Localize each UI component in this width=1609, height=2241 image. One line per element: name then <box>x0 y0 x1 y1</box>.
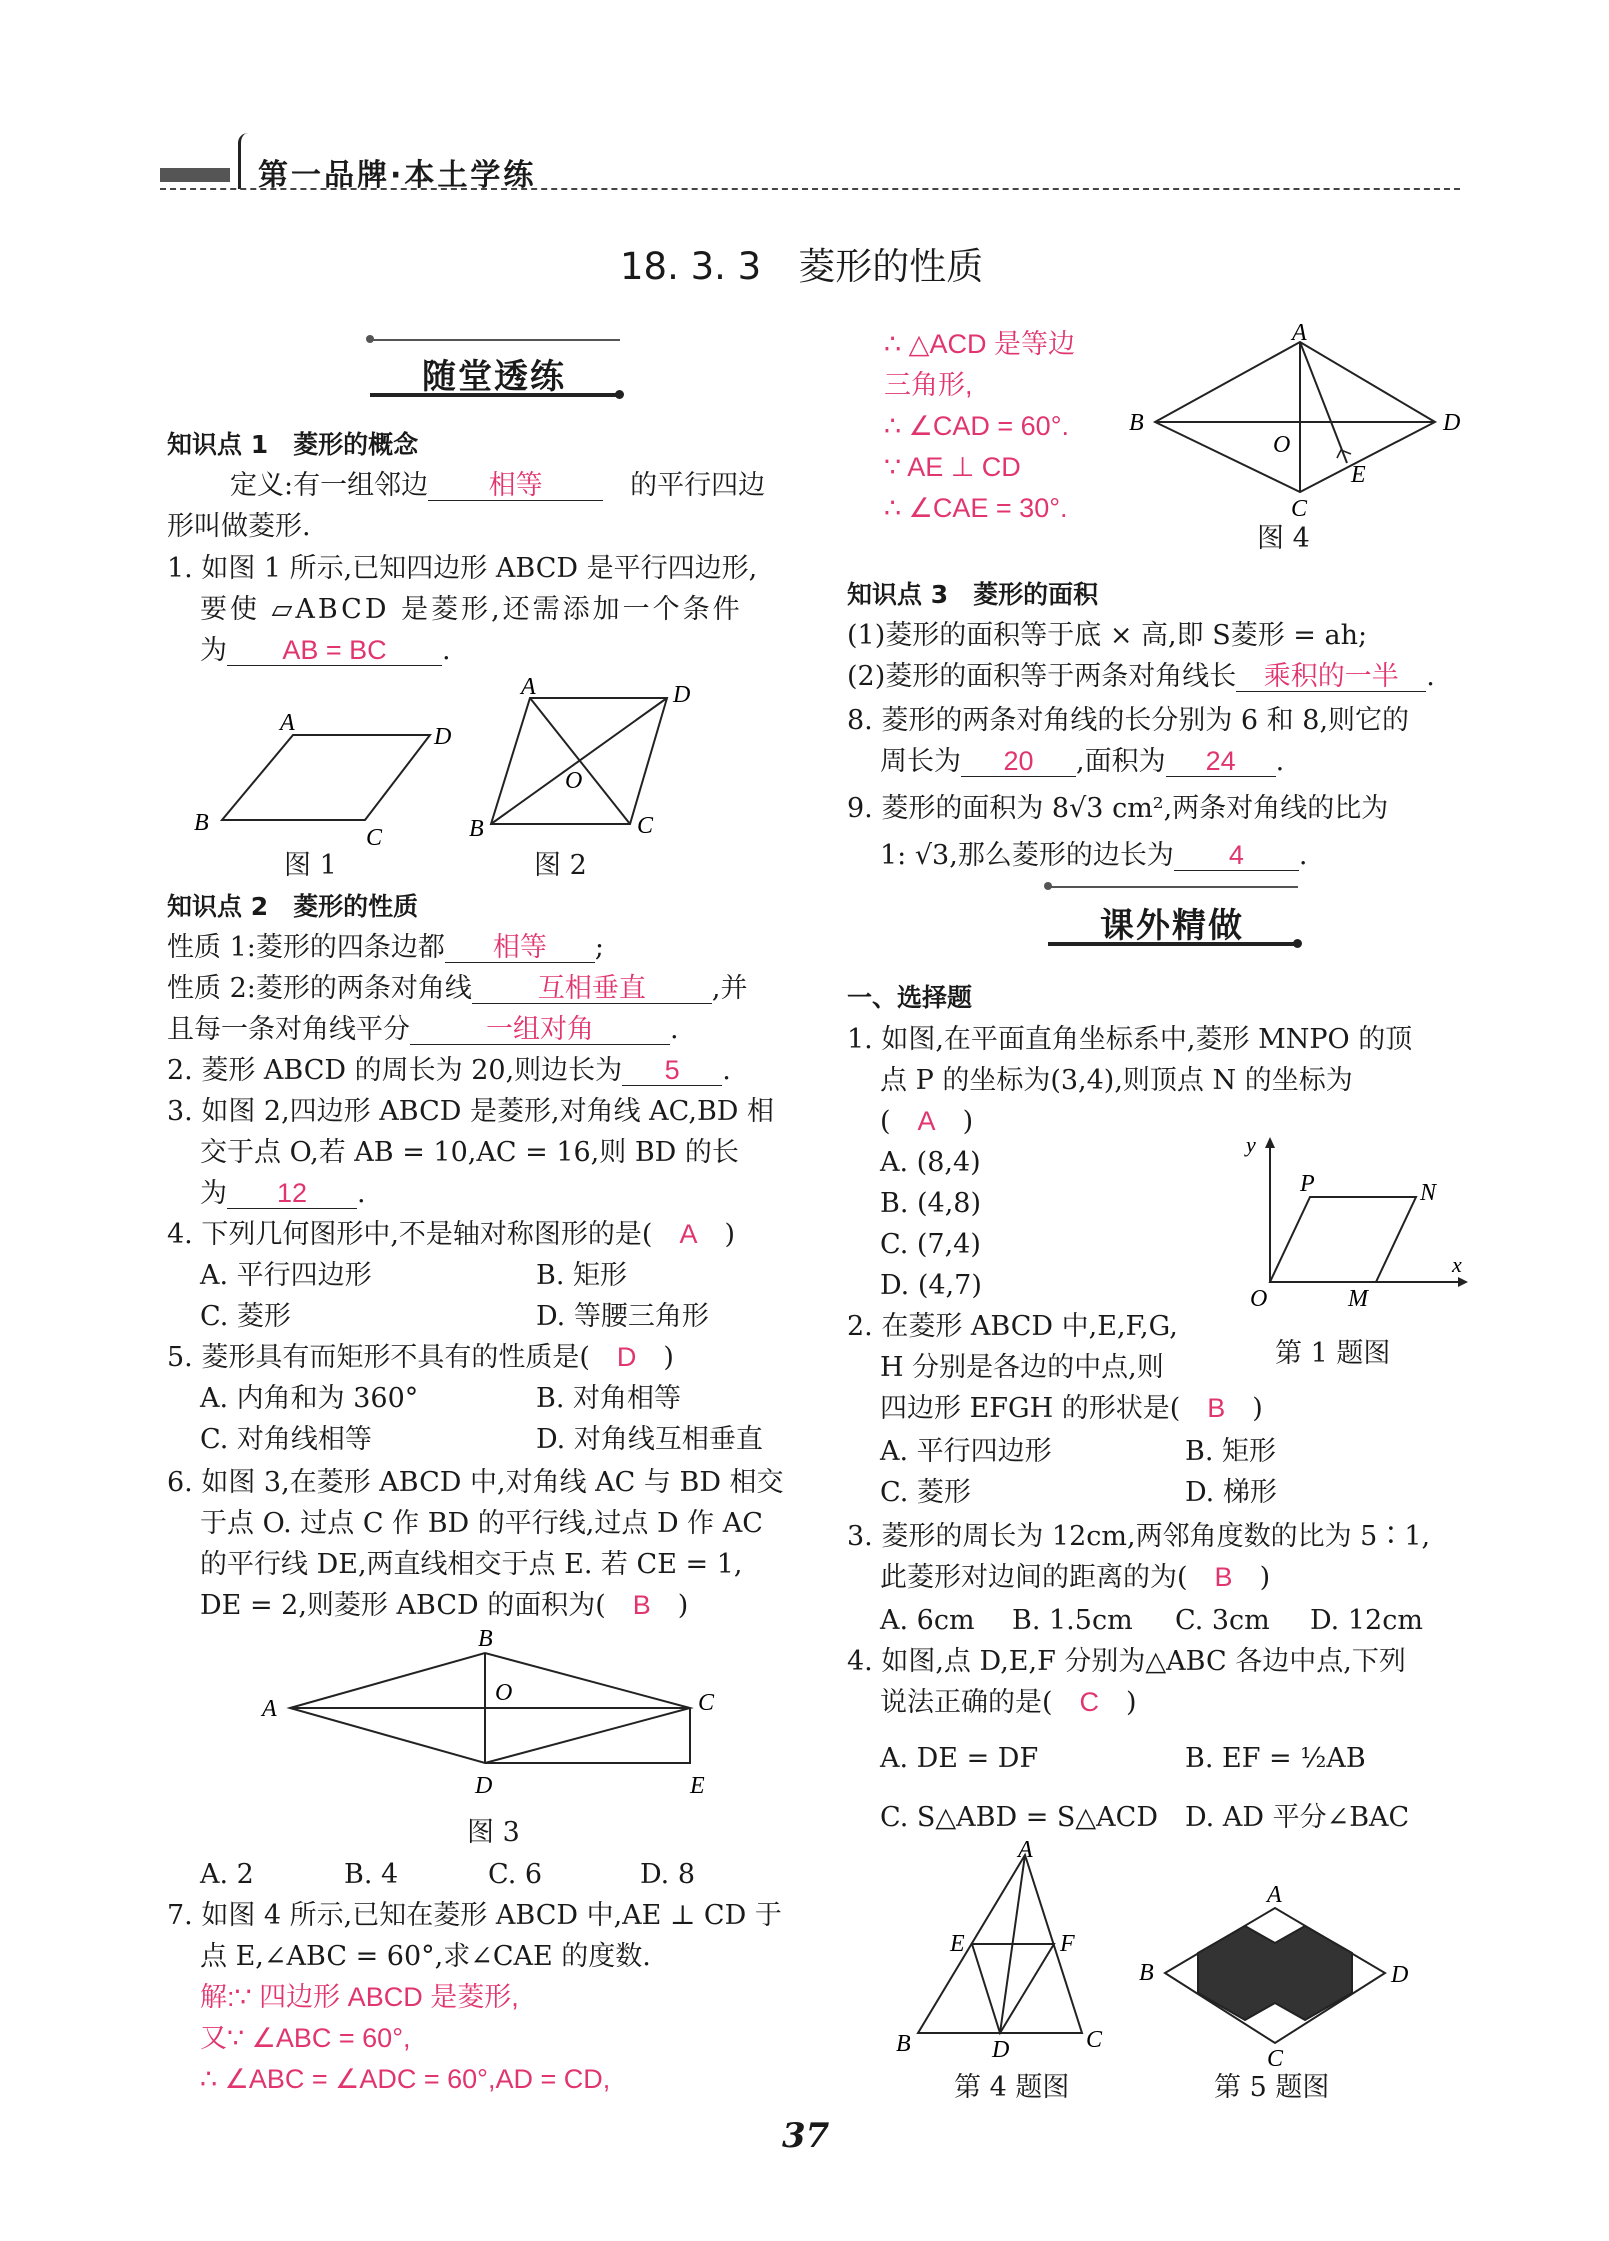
kp1-def-line2: 形叫做菱形. <box>167 511 311 542</box>
q6-option-d: D. 8 <box>640 1859 696 1890</box>
svg-text:A: A <box>1018 1837 1033 1863</box>
q5-answer: D <box>616 1342 637 1372</box>
q1-line2: 要使 ▱ABCD 是菱形,还需添加一个条件 <box>200 594 743 625</box>
c4-option-d: D. AD 平分∠BAC <box>1185 1802 1410 1833</box>
page-title: 18. 3. 3 菱形的性质 <box>620 245 984 288</box>
section-banner-2 <box>1048 880 1298 950</box>
svg-text:D: D <box>434 724 452 750</box>
c2-line2: H 分别是各边的中点,则 <box>880 1352 1164 1383</box>
c1-line3 <box>880 1101 973 1142</box>
q7-solution-5: 三角形, <box>884 370 973 400</box>
q5-option-b: B. 对角相等 <box>536 1383 682 1414</box>
q8-answer-2: 24 <box>1166 746 1276 777</box>
q1-post: . <box>442 635 451 666</box>
q3-line1: 3. 如图 2,四边形 ABCD 是菱形,对角线 AC,BD 相 <box>167 1096 775 1127</box>
kp3-line1: (1)菱形的面积等于底 × 高,即 S菱形 = ah; <box>847 620 1368 651</box>
header-rule <box>160 188 1460 190</box>
kp2-p2-answer: 互相垂直 <box>472 973 712 1004</box>
svg-text:P: P <box>1300 1171 1315 1197</box>
q5-option-d: D. 对角线互相垂直 <box>536 1424 763 1455</box>
svg-text:A: A <box>1267 1882 1282 1908</box>
q6-option-b: B. 4 <box>344 1859 399 1890</box>
figure-4 <box>1125 320 1475 522</box>
figure-1 <box>180 700 470 850</box>
c2-close: ) <box>1252 1393 1263 1424</box>
c1-answer: A <box>917 1106 936 1136</box>
svg-text:D: D <box>1391 1962 1409 1988</box>
kp3-line2 <box>847 656 1435 697</box>
kp2-p3-answer: 一组对角 <box>410 1014 670 1045</box>
q6-line3: 的平行线 DE,两直线相交于点 E. 若 CE = 1, <box>200 1549 743 1580</box>
q8-line1: 8. 菱形的两条对角线的长分别为 6 和 8,则它的 <box>847 705 1410 736</box>
svg-text:y: y <box>1246 1132 1256 1157</box>
q4-stem-text: 4. 下列几何图形中,不是轴对称图形的是( <box>167 1219 653 1250</box>
svg-text:O: O <box>1250 1286 1268 1312</box>
page-number: 37 <box>782 2116 830 2156</box>
c1-line2: 点 P 的坐标为(3,4),则顶点 N 的坐标为 <box>880 1065 1353 1096</box>
kp2-p1 <box>167 927 604 968</box>
kp2-p2 <box>167 968 747 1009</box>
q8-answer-1: 20 <box>961 746 1076 777</box>
c2-option-a: A. 平行四边形 <box>880 1436 1052 1467</box>
q9-post: . <box>1298 840 1308 871</box>
svg-text:O: O <box>1273 432 1291 458</box>
q6-option-a: A. 2 <box>200 1859 254 1890</box>
q2-pre: 2. 菱形 ABCD 的周长为 20,则边长为 <box>167 1055 623 1086</box>
svg-text:B: B <box>896 2031 911 2057</box>
c4-line2-text: 说法正确的是( <box>880 1687 1053 1718</box>
q5-option-a: A. 内角和为 360° <box>200 1383 419 1414</box>
header-bracket <box>238 133 251 189</box>
c4-option-a: A. DE = DF <box>880 1743 1039 1774</box>
svg-text:O: O <box>565 768 583 794</box>
q5-stem-text: 5. 菱形具有而矩形不具有的性质是( <box>167 1342 590 1373</box>
svg-text:O: O <box>495 1680 513 1706</box>
kp2-p1-post: ; <box>594 932 604 963</box>
c3-line1: 3. 菱形的周长为 12cm,两邻角度数的比为 5∶1, <box>847 1521 1431 1552</box>
c2-answer: B <box>1207 1393 1226 1423</box>
c2-option-c: C. 菱形 <box>880 1477 971 1508</box>
kp2-title: 知识点 2 菱形的性质 <box>167 892 419 921</box>
c4-answer: C <box>1079 1687 1100 1717</box>
kp2-p3 <box>167 1009 679 1050</box>
c1-option-a: A. (8,4) <box>880 1147 981 1178</box>
q6-line1: 6. 如图 3,在菱形 ABCD 中,对角线 AC 与 BD 相交 <box>167 1467 784 1498</box>
section-banner-1 <box>370 333 620 403</box>
c1-close: ) <box>962 1106 974 1137</box>
q3-answer: 12 <box>227 1178 357 1209</box>
q3-line2: 交于点 O,若 AB = 10,AC = 16,则 BD 的长 <box>200 1137 739 1168</box>
fig4-caption: 图 4 <box>1257 523 1310 554</box>
svg-text:D: D <box>992 2037 1010 2063</box>
q7-solution-3: ∴ ∠ABC = ∠ADC = 60°,AD = CD, <box>200 2064 611 2094</box>
kp3-title: 知识点 3 菱形的面积 <box>847 580 1099 609</box>
svg-text:A: A <box>1292 320 1307 346</box>
c1-option-c: C. (7,4) <box>880 1229 981 1260</box>
svg-text:D: D <box>1443 410 1461 436</box>
q6-answer: B <box>632 1590 651 1620</box>
c4-caption: 第 4 题图 <box>954 2072 1070 2103</box>
c1-option-d: D. (4,7) <box>880 1270 982 1301</box>
fig2-caption: 图 2 <box>534 850 587 881</box>
q9-pre: 1: √3,那么菱形的边长为 <box>880 840 1174 871</box>
c1-open: ( <box>880 1106 891 1137</box>
svg-text:C: C <box>637 813 654 839</box>
q2-answer: 5 <box>622 1055 722 1086</box>
c1-option-b: B. (4,8) <box>880 1188 982 1219</box>
q7-line2: 点 E,∠ABC = 60°,求∠CAE 的度数. <box>200 1941 651 1972</box>
c3-option-c: C. 3cm <box>1175 1605 1270 1636</box>
q8-line2 <box>880 741 1284 782</box>
c3-option-b: B. 1.5cm <box>1012 1605 1133 1636</box>
kp2-p1-answer: 相等 <box>445 932 595 963</box>
q7-solution-4: ∴ △ACD 是等边 <box>884 329 1075 359</box>
q7-solution-6: ∴ ∠CAD = 60°. <box>884 411 1069 441</box>
svg-text:A: A <box>521 674 536 700</box>
q4-option-b: B. 矩形 <box>536 1260 628 1291</box>
svg-text:E: E <box>1351 462 1366 488</box>
c3-option-a: A. 6cm <box>880 1605 975 1636</box>
kp1-def-pre: 定义:有一组邻边 <box>230 470 429 501</box>
svg-text:D: D <box>673 682 691 708</box>
c2-line3 <box>880 1388 1263 1429</box>
c3-option-d: D. 12cm <box>1310 1605 1423 1636</box>
q5-close: ) <box>663 1342 674 1373</box>
c1-caption: 第 1 题图 <box>1275 1338 1391 1369</box>
q1-line1: 1. 如图 1 所示,已知四边形 ABCD 是平行四边形, <box>167 553 758 584</box>
c3-close: ) <box>1259 1562 1271 1593</box>
svg-text:A: A <box>280 710 295 736</box>
fig3-caption: 图 3 <box>467 1817 520 1848</box>
q2-post: . <box>722 1055 731 1086</box>
svg-text:B: B <box>1129 410 1144 436</box>
kp2-p3-pre: 且每一条对角线平分 <box>167 1014 410 1045</box>
c4-figure <box>890 1837 1130 2063</box>
q9-line1: 9. 菱形的面积为 8√3 cm²,两条对角线的比为 <box>847 793 1389 824</box>
c5-caption: 第 5 题图 <box>1214 2072 1330 2103</box>
c3-line2-text: 此菱形对边间的距离的为( <box>880 1562 1188 1593</box>
q4-option-c: C. 菱形 <box>200 1301 291 1332</box>
svg-text:x: x <box>1452 1252 1462 1277</box>
c5-figure <box>1135 1878 1425 2072</box>
c2-line1: 2. 在菱形 ABCD 中,E,F,G, <box>847 1311 1178 1342</box>
kp1-title: 知识点 1 菱形的概念 <box>167 430 419 459</box>
q6-option-c: C. 6 <box>488 1859 543 1890</box>
c4-line2 <box>880 1682 1137 1723</box>
choice-title: 一、选择题 <box>847 983 973 1012</box>
q5-option-c: C. 对角线相等 <box>200 1424 372 1455</box>
q8-mid: ,面积为 <box>1076 746 1166 777</box>
kp3-answer: 乘积的一半 <box>1236 661 1426 692</box>
c3-line2 <box>880 1557 1270 1598</box>
q9-answer: 4 <box>1174 840 1299 871</box>
kp1-def <box>230 465 765 506</box>
svg-text:C: C <box>1086 2027 1103 2053</box>
c4-line1: 4. 如图,点 D,E,F 分别为△ABC 各边中点,下列 <box>847 1646 1406 1677</box>
svg-text:C: C <box>366 825 383 851</box>
q1-answer: AB = BC <box>227 635 442 666</box>
q2 <box>167 1050 731 1091</box>
c2-option-b: B. 矩形 <box>1185 1436 1277 1467</box>
fig1-caption: 图 1 <box>284 850 337 881</box>
q6-line2: 于点 O. 过点 C 作 BD 的平行线,过点 D 作 AC <box>200 1508 763 1539</box>
svg-text:B: B <box>194 810 209 836</box>
kp3-line2-pre: (2)菱形的面积等于两条对角线长 <box>847 661 1237 692</box>
svg-text:E: E <box>950 1931 965 1957</box>
svg-text:F: F <box>1060 1931 1075 1957</box>
q7-solution-8: ∴ ∠CAE = 30°. <box>884 493 1068 523</box>
svg-text:C: C <box>698 1690 715 1716</box>
kp1-def-answer: 相等 <box>428 470 603 501</box>
svg-text:D: D <box>475 1773 493 1799</box>
q4-option-a: A. 平行四边形 <box>200 1260 372 1291</box>
q6-close: ) <box>677 1590 689 1621</box>
q7-solution-2: 又∵ ∠ABC = 60°, <box>200 2023 411 2053</box>
c4-close: ) <box>1126 1687 1137 1718</box>
q7-solution-1: 解:∵ 四边形 ABCD 是菱形, <box>200 1982 519 2012</box>
q7-solution-7: ∵ AE ⊥ CD <box>884 452 1021 482</box>
svg-text:M: M <box>1348 1286 1368 1312</box>
q4-option-d: D. 等腰三角形 <box>536 1301 709 1332</box>
svg-text:B: B <box>478 1626 493 1652</box>
q3-post: . <box>357 1178 366 1209</box>
q1-pre: 为 <box>200 635 227 666</box>
q6-line4 <box>200 1585 688 1626</box>
kp2-p2-post: ,并 <box>711 973 748 1004</box>
figure-3 <box>250 1628 730 1818</box>
kp3-line2-post: . <box>1426 661 1435 692</box>
kp2-p2-pre: 性质 2:菱形的两条对角线 <box>167 973 472 1004</box>
c1-line1: 1. 如图,在平面直角坐标系中,菱形 MNPO 的顶 <box>847 1024 1413 1055</box>
kp2-p1-pre: 性质 1:菱形的四条边都 <box>167 932 445 963</box>
q9-line2 <box>880 835 1307 876</box>
q4-answer: A <box>679 1219 698 1249</box>
q4-close: ) <box>724 1219 736 1250</box>
q6-line4-text: DE = 2,则菱形 ABCD 的面积为( <box>200 1590 606 1621</box>
svg-text:C: C <box>1291 496 1308 522</box>
header-bar <box>160 168 230 182</box>
c2-option-d: D. 梯形 <box>1185 1477 1277 1508</box>
q8-pre: 周长为 <box>880 746 961 777</box>
q5-stem <box>167 1337 674 1378</box>
q3-line3 <box>200 1173 366 1214</box>
c4-option-c: C. S△ABD = S△ACD <box>880 1802 1158 1833</box>
svg-text:E: E <box>690 1773 705 1799</box>
c3-answer: B <box>1214 1562 1233 1592</box>
q1-line3 <box>200 630 451 671</box>
q7-line1: 7. 如图 4 所示,已知在菱形 ABCD 中,AE ⊥ CD 于 <box>167 1900 782 1931</box>
svg-text:B: B <box>469 816 484 842</box>
svg-text:A: A <box>262 1696 277 1722</box>
c4-option-b: B. EF = ½AB <box>1185 1743 1366 1774</box>
figure-2 <box>465 672 715 852</box>
q4-stem <box>167 1214 735 1255</box>
q8-post: . <box>1275 746 1285 777</box>
kp1-def-post: 的平行四边 <box>630 470 766 501</box>
section-title-1: 随堂透练 <box>422 357 566 397</box>
c2-line3-text: 四边形 EFGH 的形状是( <box>880 1393 1181 1424</box>
svg-text:N: N <box>1420 1180 1437 1206</box>
kp2-p3-post: . <box>670 1014 679 1045</box>
section-title-2: 课外精做 <box>1100 906 1244 946</box>
q3-pre: 为 <box>200 1178 227 1209</box>
svg-text:B: B <box>1139 1960 1154 1986</box>
svg-text:C: C <box>1267 2046 1284 2072</box>
header-brand: 第一品牌·本土学练 <box>258 158 537 193</box>
c1-figure <box>1230 1132 1470 1312</box>
